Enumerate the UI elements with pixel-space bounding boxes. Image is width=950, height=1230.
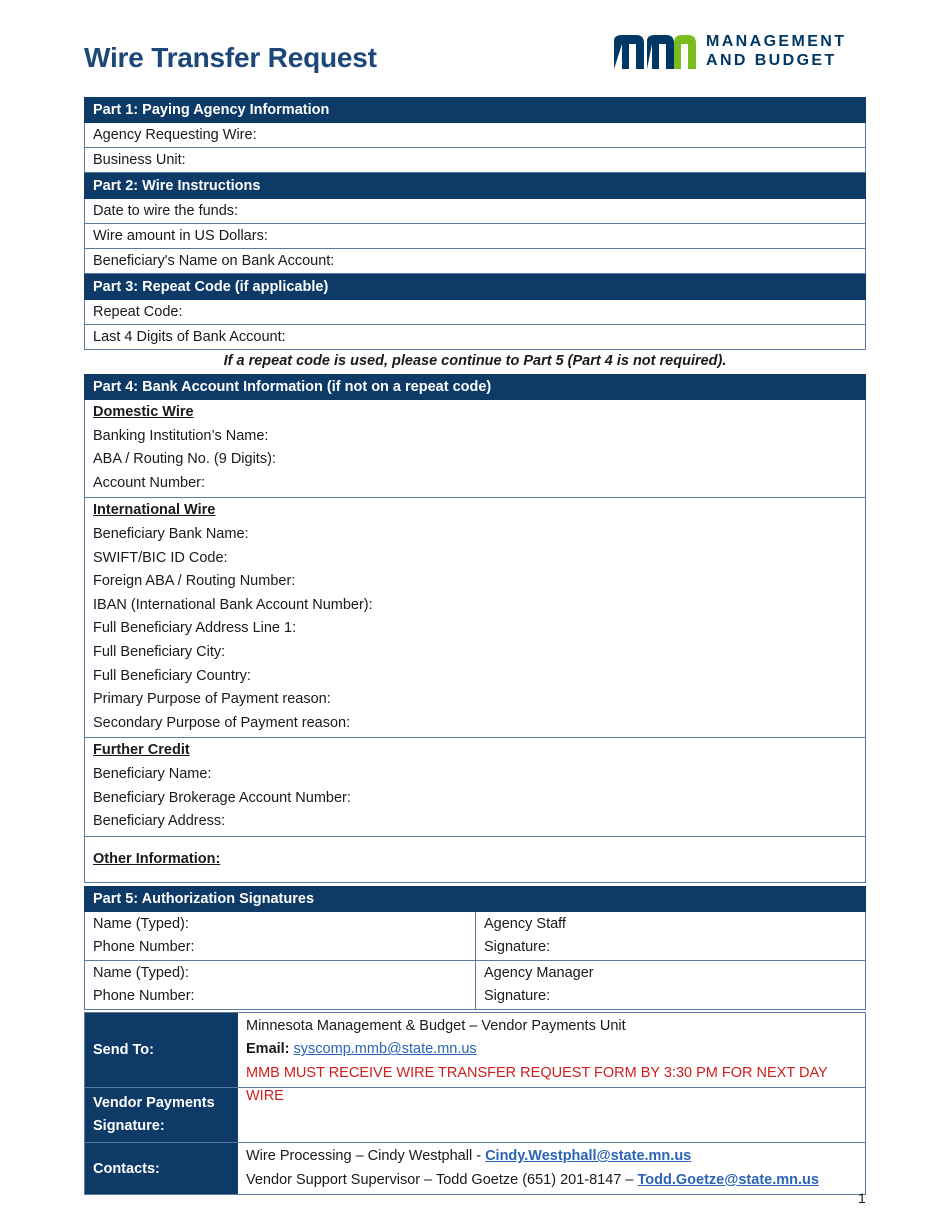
secondary-purpose-field[interactable]: Secondary Purpose of Payment reason: bbox=[93, 714, 351, 731]
page-title: Wire Transfer Request bbox=[84, 42, 377, 73]
manager-name-field[interactable]: Name (Typed): bbox=[93, 964, 189, 981]
part3-header: Part 3: Repeat Code (if applicable) bbox=[84, 274, 866, 300]
vendor-payments-label: Vendor Payments bbox=[93, 1095, 215, 1112]
other-information-field[interactable]: Other Information: bbox=[93, 850, 221, 867]
vendor-signature-field[interactable] bbox=[238, 1088, 865, 1142]
manager-phone-field[interactable]: Phone Number: bbox=[93, 987, 195, 1004]
part4-header: Part 4: Bank Account Information (if not on a repeat code) bbox=[84, 374, 866, 400]
fc-brokerage-account-field[interactable]: Beneficiary Brokerage Account Number: bbox=[93, 789, 351, 806]
wire-date-field[interactable]: Date to wire the funds: bbox=[84, 199, 866, 224]
wire-amount-field[interactable]: Wire amount in US Dollars: bbox=[84, 224, 866, 249]
domestic-wire-section bbox=[84, 400, 866, 498]
beneficiary-country-field[interactable]: Full Beneficiary Country: bbox=[93, 667, 251, 684]
other-information-section bbox=[84, 837, 866, 883]
send-to-unit: Minnesota Management & Budget – Vendor Payments Unit bbox=[246, 1017, 626, 1034]
part5-header: Part 5: Authorization Signatures bbox=[84, 886, 866, 912]
account-number-field[interactable]: Account Number: bbox=[93, 474, 206, 491]
mn-logo-icon bbox=[614, 35, 696, 69]
manager-role-label: Agency Manager bbox=[484, 964, 594, 981]
contacts-row bbox=[84, 1143, 866, 1195]
contact-wire-processing bbox=[246, 1145, 865, 1169]
send-to-row bbox=[84, 1012, 866, 1105]
contact-1-email-link[interactable]: Cindy.Westphall@state.mn.us bbox=[485, 1148, 692, 1165]
beneficiary-city-field[interactable]: Full Beneficiary City: bbox=[93, 643, 226, 660]
iban-field[interactable]: IBAN (International Bank Account Number): bbox=[93, 596, 373, 613]
repeat-code-note: If a repeat code is used, please continue to Part 5 (Part 4 is not required). bbox=[223, 353, 727, 369]
further-credit-section bbox=[84, 738, 866, 836]
primary-purpose-field[interactable]: Primary Purpose of Payment reason: bbox=[93, 691, 331, 708]
beneficiary-name-field[interactable]: Beneficiary's Name on Bank Account: bbox=[84, 249, 866, 274]
send-to-email-line bbox=[246, 1038, 865, 1062]
staff-name-field[interactable]: Name (Typed): bbox=[93, 915, 189, 932]
send-to-email-link[interactable]: syscomp.mmb@state.mn.us bbox=[293, 1041, 477, 1058]
domestic-wire-title: Domestic Wire bbox=[93, 404, 194, 420]
further-credit-title: Further Credit bbox=[93, 742, 190, 759]
logo-text-line-2: AND BUDGET bbox=[706, 52, 837, 69]
contacts-label: Contacts: bbox=[85, 1143, 238, 1194]
international-wire-title: International Wire bbox=[93, 502, 216, 519]
logo-text-line-1: MANAGEMENT bbox=[706, 33, 847, 50]
business-unit-field[interactable]: Business Unit: bbox=[84, 148, 866, 173]
staff-phone-field[interactable]: Phone Number: bbox=[93, 938, 195, 955]
send-to-label: Send To: bbox=[85, 1013, 238, 1088]
repeat-code-field[interactable]: Repeat Code: bbox=[84, 300, 866, 325]
aba-routing-field[interactable]: ABA / Routing No. (9 Digits): bbox=[93, 451, 276, 468]
contact-vendor-support bbox=[246, 1169, 865, 1193]
staff-signature-field[interactable]: Signature: bbox=[484, 938, 551, 955]
international-wire-section bbox=[84, 498, 866, 738]
vendor-payments-row bbox=[84, 1088, 866, 1143]
last4-digits-field[interactable]: Last 4 Digits of Bank Account: bbox=[84, 325, 866, 350]
manager-signature-field[interactable]: Signature: bbox=[484, 987, 551, 1004]
contact-2-text: Vendor Support Supervisor – Todd Goetze (651) 201-8147 – bbox=[246, 1171, 638, 1188]
page-number: 1 bbox=[858, 1190, 866, 1206]
contact-2-email-link[interactable]: Todd.Goetze@state.mn.us bbox=[637, 1171, 819, 1188]
manager-signature-row bbox=[84, 961, 866, 1010]
deadline-warning: MMB MUST RECEIVE WIRE TRANSFER REQUEST FORM BY 3:30 PM FOR NEXT DAY WIRE bbox=[246, 1064, 828, 1105]
email-label: Email: bbox=[246, 1041, 290, 1058]
part2-header: Part 2: Wire Instructions bbox=[84, 173, 866, 199]
contact-1-text: Wire Processing – Cindy Westphall - bbox=[246, 1148, 486, 1165]
mmb-logo bbox=[614, 33, 864, 73]
banking-institution-field[interactable]: Banking Institution’s Name: bbox=[93, 427, 269, 444]
staff-role-label: Agency Staff bbox=[484, 915, 566, 932]
beneficiary-address-field[interactable]: Full Beneficiary Address Line 1: bbox=[93, 620, 297, 637]
swift-bic-field[interactable]: SWIFT/BIC ID Code: bbox=[93, 549, 228, 566]
foreign-aba-field[interactable]: Foreign ABA / Routing Number: bbox=[93, 573, 296, 590]
vendor-signature-label: Signature: bbox=[93, 1118, 165, 1135]
fc-beneficiary-name-field[interactable]: Beneficiary Name: bbox=[93, 765, 212, 782]
beneficiary-bank-name-field[interactable]: Beneficiary Bank Name: bbox=[93, 525, 249, 542]
fc-beneficiary-address-field[interactable]: Beneficiary Address: bbox=[93, 813, 226, 830]
staff-signature-row bbox=[84, 912, 866, 961]
part1-header: Part 1: Paying Agency Information bbox=[84, 97, 866, 123]
wire-transfer-form bbox=[84, 97, 866, 1195]
agency-requesting-wire-field[interactable]: Agency Requesting Wire: bbox=[84, 123, 866, 148]
